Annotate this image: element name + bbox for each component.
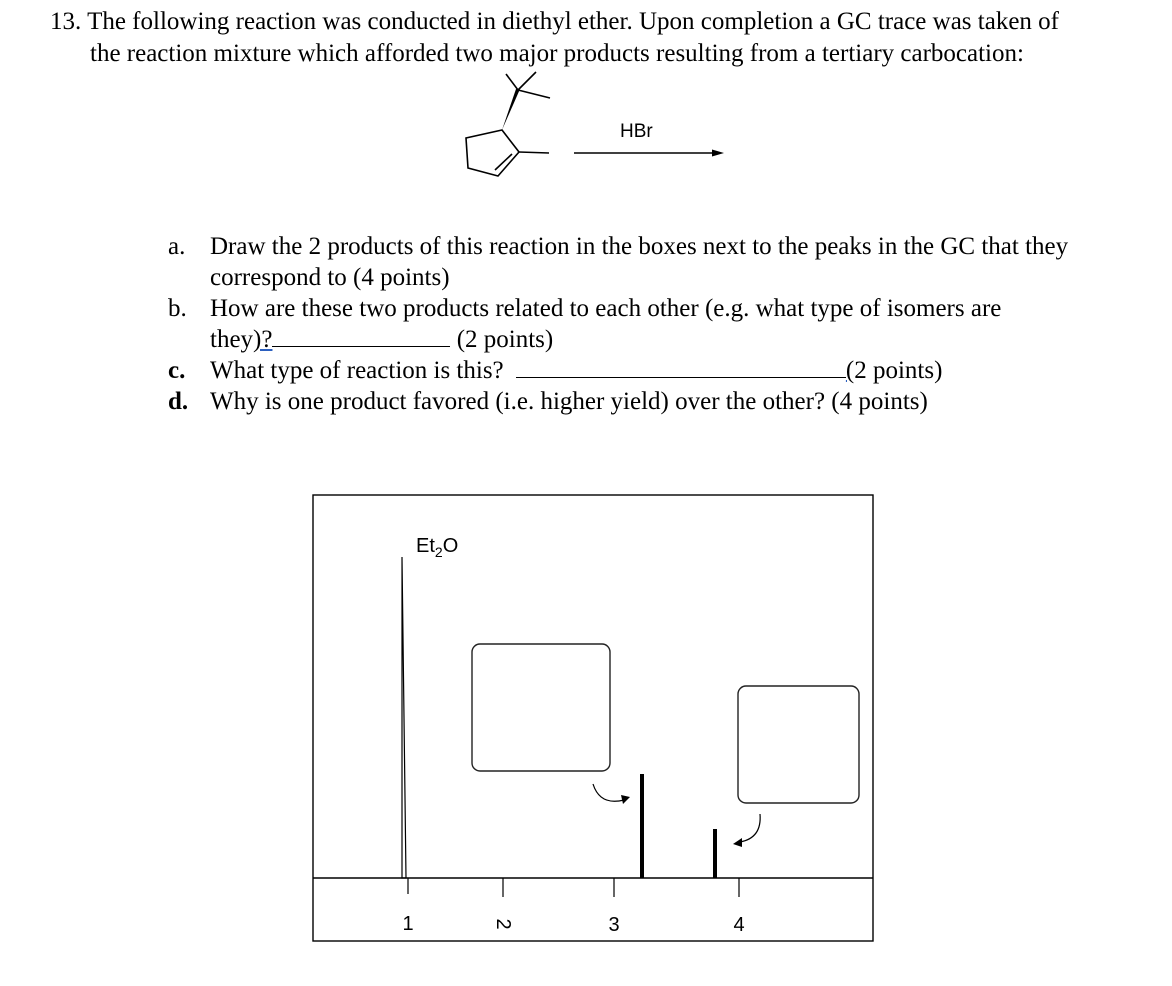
- part-b-letter: b.: [168, 295, 187, 322]
- part-c-points-mark: (: [845, 357, 855, 384]
- question-text-line1: The following reaction was conducted in diethyl ether. Upon completion a GC trace was taken of: [87, 8, 1059, 35]
- cyclopentene-structure-icon: [440, 70, 740, 190]
- part-c-letter: c.: [168, 357, 186, 384]
- solvent-label: $Et_2O$: [416, 535, 459, 560]
- gc-trace: [312, 494, 874, 942]
- pointer-arrow-major-icon: [593, 784, 630, 804]
- tick-label-2: 2: [492, 918, 514, 930]
- question-number: 13.: [50, 8, 82, 35]
- reaction-scheme: [440, 70, 740, 190]
- part-c-text: What type of reaction is this?: [210, 357, 504, 384]
- gc-frame: [313, 495, 873, 941]
- part-b-line2: [210, 324, 1148, 355]
- tick-label-1: 1: [402, 913, 414, 935]
- reaction-arrow-icon: [574, 150, 724, 157]
- part-b: [168, 293, 1148, 355]
- part-b-line1: How are these two products related to each other (e.g. what type of isomers are: [210, 295, 1002, 322]
- question-text-line2: the reaction mixture which afforded two major products resulting from a tertiary carbocation:: [90, 40, 1024, 67]
- tick-label-4: 4: [733, 914, 745, 936]
- tick-label-3: 3: [608, 914, 620, 936]
- part-b-answer-blank[interactable]: [272, 324, 450, 347]
- part-c: [168, 355, 1148, 386]
- reagent-label: HBr: [620, 121, 653, 142]
- part-a: [168, 231, 1148, 293]
- product-box-minor[interactable]: [738, 686, 859, 803]
- part-d: [168, 386, 1148, 417]
- part-a-line2: correspond to (4 points): [210, 264, 450, 291]
- question-line-1: [50, 6, 1150, 38]
- part-b-points: (2 points): [456, 326, 554, 353]
- part-d-text: Why is one product favored (i.e. higher yield) over the other? (4 points): [210, 388, 928, 415]
- product-box-major[interactable]: [472, 644, 610, 771]
- part-a-line1: Draw the 2 products of this reaction in the boxes next to the peaks in the GC that they: [210, 233, 1069, 260]
- pointer-arrow-minor-icon: [733, 814, 760, 847]
- part-b-they: they: [210, 326, 254, 353]
- question-parts: [168, 231, 1148, 417]
- part-b-mark: )?: [253, 326, 273, 353]
- part-c-answer-blank[interactable]: [516, 355, 846, 378]
- part-c-points: 2 points): [854, 357, 943, 384]
- question-13: [50, 6, 1150, 70]
- part-d-letter: d.: [168, 388, 189, 415]
- part-a-letter: a.: [168, 233, 186, 260]
- solvent-peak: [402, 557, 406, 878]
